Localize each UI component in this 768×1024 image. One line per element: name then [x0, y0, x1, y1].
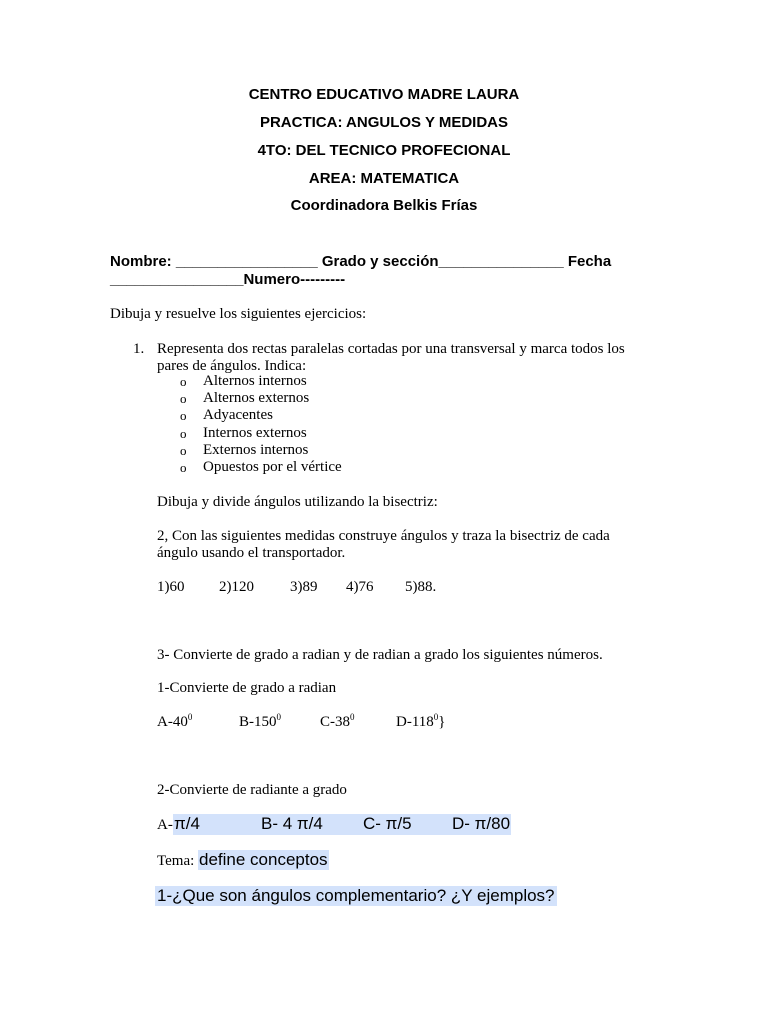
exercise-1-text-line-2: pares de ángulos. Indica:: [157, 358, 307, 374]
exercise-2-line-1: 2, Con las siguientes medidas construye ángulos y traza la bisectriz de cada: [157, 528, 610, 544]
degree-item: $D-118^0$}: [396, 712, 446, 730]
student-info-line-2: ________________Numero---------: [110, 271, 346, 288]
student-info-line-1: Nombre: _________________ Grado y sección_______________ Fecha: [110, 253, 612, 270]
angle-measure: 4)76: [346, 579, 374, 595]
bullet-item: Internos externos: [203, 425, 307, 441]
bullet-item: Alternos externos: [203, 390, 310, 406]
grade-title: 4TO: DEL TECNICO PROFECIONAL: [257, 142, 511, 159]
exercise-3-part-2-title: 2-Convierte de radiante a grado: [157, 782, 347, 798]
bullet-marker: o: [180, 408, 187, 423]
degree-item: $A-40^0$: [157, 712, 193, 730]
bullet-item: Adyacentes: [203, 407, 273, 423]
angle-measure: 2)120: [219, 579, 254, 595]
exercise-2-line-2: ángulo usando el transportador.: [157, 545, 346, 561]
theme-label: Tema:: [157, 853, 195, 869]
radian-item: B- 4 π/4: [261, 814, 323, 833]
practice-title: PRACTICA: ANGULOS Y MEDIDAS: [259, 114, 509, 131]
question-1: 1-¿Que son ángulos complementario? ¿Y ejemplos?: [157, 886, 555, 905]
coordinator-name: Coordinadora Belkis Frías: [290, 197, 478, 214]
exercise-3-part-1-title: 1-Convierte de grado a radian: [157, 680, 337, 696]
exercise-1-text-line-1: Representa dos rectas paralelas cortadas por una transversal y marca todos los: [157, 341, 625, 357]
angle-measure: 5)88.: [405, 579, 437, 595]
bullet-marker: o: [180, 374, 187, 389]
bullet-marker: o: [180, 426, 187, 441]
angle-measure: 1)60: [157, 579, 185, 595]
angle-measure: 3)89: [290, 579, 318, 595]
bullet-item: Opuestos por el vértice: [203, 459, 342, 475]
bullet-marker: o: [180, 443, 187, 458]
exercise-3-title: 3- Convierte de grado a radian y de radian a grado los siguientes números.: [157, 647, 603, 663]
theme-value: define conceptos: [199, 850, 328, 869]
radian-item: π/4: [174, 814, 200, 833]
bullet-item: Alternos internos: [203, 373, 307, 389]
area-title: AREA: MATEMATICA: [308, 170, 460, 187]
exercise-1-number: 1.: [133, 341, 145, 357]
bullet-marker: o: [180, 460, 187, 475]
bisector-intro: Dibuja y divide ángulos utilizando la bisectriz:: [157, 494, 438, 510]
bullet-item: Externos internos: [203, 442, 309, 458]
radian-prefix: A-: [157, 817, 173, 833]
school-name: CENTRO EDUCATIVO MADRE LAURA: [248, 86, 520, 103]
bullet-marker: o: [180, 391, 187, 406]
radian-item: C- π/5: [363, 814, 412, 833]
degree-item: $C-38^0$: [320, 712, 355, 730]
intro-text: Dibuja y resuelve los siguientes ejercicios:: [110, 306, 367, 322]
radian-item: D- π/80: [452, 814, 511, 833]
degree-item: $B-150^0$: [239, 712, 281, 730]
